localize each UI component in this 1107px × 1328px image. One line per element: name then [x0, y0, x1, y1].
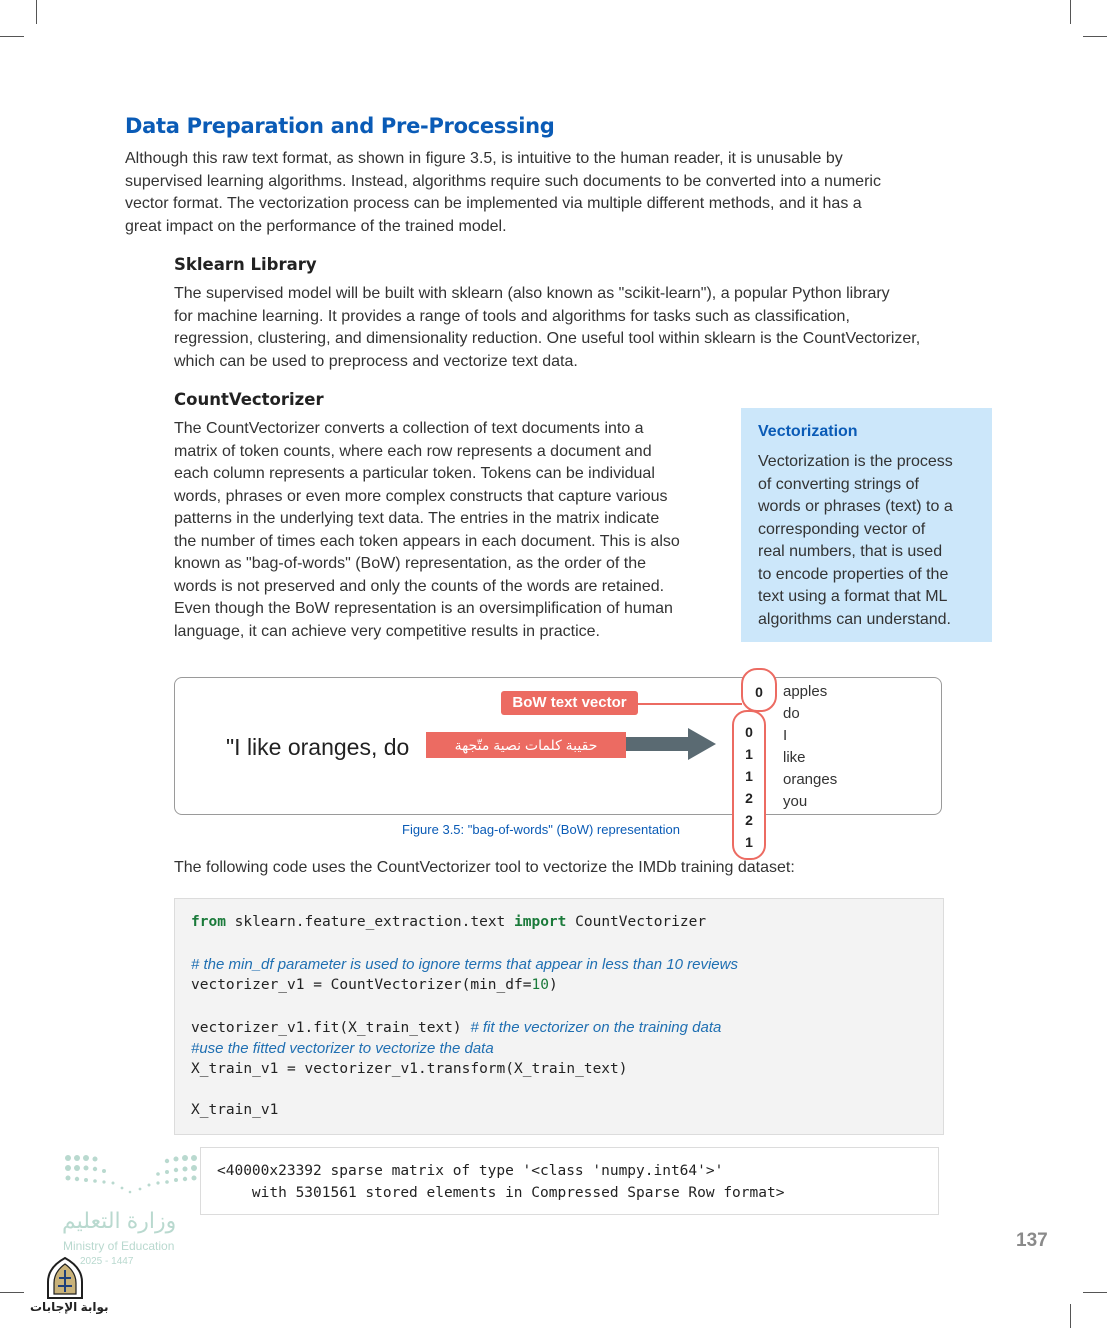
intro-line: vector format. The vectorization process can be implemented via multiple different methods, and it has a — [125, 195, 862, 212]
code-comment: # the min_df parameter is used to ignore terms that appear in less than 10 reviews — [191, 956, 738, 973]
right-arrow-icon — [626, 728, 718, 760]
crop-mark — [0, 1292, 24, 1293]
vector-value: 2 — [745, 790, 753, 806]
answers-portal-text: بوابة الإجابات — [30, 1300, 109, 1314]
code-text: vectorizer_v1.fit(X_train_text) — [191, 1020, 471, 1036]
countvectorizer-line: the number of times each token appears in each document. This is also — [174, 532, 680, 550]
intro-paragraph — [125, 148, 881, 238]
page-number: 137 — [1016, 1230, 1048, 1251]
code-number: 10 — [531, 977, 549, 993]
bow-text-vector-label: BoW text vector — [501, 691, 638, 715]
vector-value: 2 — [745, 812, 753, 828]
ministry-english-name: Ministry of Education — [63, 1239, 175, 1253]
ministry-logo-icon — [64, 1152, 200, 1198]
code-line — [191, 977, 558, 993]
crop-mark — [36, 0, 37, 24]
code-line — [191, 914, 706, 930]
crop-mark — [1070, 0, 1071, 24]
code-comment-line — [191, 956, 738, 973]
countvectorizer-title: CountVectorizer — [174, 390, 324, 409]
sklearn-title: Sklearn Library — [174, 255, 317, 274]
countvectorizer-line: matrix of token counts, where each row represents a document and — [174, 442, 652, 460]
ministry-year: 2025 - 1447 — [80, 1256, 134, 1267]
code-keyword: import — [514, 914, 567, 930]
vocab-word: oranges — [783, 771, 838, 788]
bow-connector-line — [638, 703, 742, 705]
code-comment: # fit the vectorizer on the training data — [470, 1019, 722, 1036]
answers-portal-logo-icon — [44, 1256, 86, 1300]
vector-value: 1 — [745, 746, 753, 762]
arabic-bow-label: حقيبة كلمات نصية متّجهة — [426, 732, 626, 758]
sidebar-title: Vectorization — [758, 423, 858, 440]
vectorization-sidebar — [741, 408, 992, 642]
vector-value: 1 — [745, 768, 753, 784]
countvectorizer-line: The CountVectorizer converts a collection of text documents into a — [174, 420, 644, 437]
sklearn-line: which can be used to preprocess and vectorize text data. — [174, 352, 578, 370]
intro-line: great impact on the performance of the trained model. — [125, 217, 507, 235]
code-text: sklearn.feature_extraction.text — [225, 914, 515, 930]
countvectorizer-paragraph — [174, 418, 680, 643]
sidebar-line: real numbers, that is used — [758, 543, 943, 560]
sklearn-line: for machine learning. It provides a range of tools and algorithms for tasks such as classification, — [174, 307, 850, 325]
crop-mark — [1070, 1304, 1071, 1328]
sidebar-body — [758, 451, 953, 631]
code-text: CountVectorizer — [566, 914, 707, 930]
output-line: with 5301561 stored elements in Compressed Sparse Row format> — [217, 1185, 785, 1201]
vector-value: 1 — [745, 834, 753, 850]
sklearn-paragraph — [174, 283, 920, 373]
code-text: vectorizer_v1 = CountVectorizer(min_df= — [191, 977, 532, 993]
code-text: X_train_v1 — [191, 1102, 279, 1118]
countvectorizer-line: each column represents a particular token. Tokens can be individual — [174, 465, 655, 482]
vocab-word: like — [783, 749, 806, 766]
intro-line: supervised learning algorithms. Instead, algorithms require such documents to be converted into a numeric — [125, 172, 881, 190]
code-line — [191, 1061, 628, 1077]
countvectorizer-line: patterns in the underlying text data. The entries in the matrix indicate — [174, 510, 660, 527]
figure-caption: Figure 3.5: "bag-of-words" (BoW) representation — [402, 822, 681, 837]
countvectorizer-line: language, it can achieve very competitive results in practice. — [174, 622, 600, 640]
vector-value: 0 — [745, 724, 753, 740]
sklearn-line: The supervised model will be built with sklearn (also known as "scikit-learn"), a popular Python library — [174, 285, 890, 302]
vocab-word: I — [783, 727, 788, 744]
output-block — [200, 1147, 939, 1215]
code-intro — [174, 857, 795, 880]
vector-top-capsule — [741, 668, 777, 712]
sidebar-line: words or phrases (text) to a — [758, 498, 953, 515]
code-block — [174, 898, 944, 1135]
countvectorizer-line: words, phrases or even more complex constructs that capture various — [174, 487, 668, 505]
crop-mark — [0, 36, 24, 37]
code-keyword: from — [191, 914, 226, 930]
vector-capsule — [732, 710, 766, 860]
countvectorizer-line: Even though the BoW representation is an oversimplification of human — [174, 600, 673, 617]
crop-mark — [1083, 36, 1107, 37]
countvectorizer-line: words is not preserved and only the counts of the words are retained. — [174, 577, 665, 595]
intro-line: Although this raw text format, as shown in figure 3.5, is intuitive to the human reader, it is unusable by — [125, 150, 843, 167]
code-line — [191, 1102, 278, 1118]
code-line — [191, 1019, 721, 1036]
crop-mark — [1083, 1292, 1107, 1293]
ministry-arabic-name: وزارة التعليم — [62, 1208, 177, 1233]
code-intro-line: The following code uses the CountVectorizer tool to vectorize the IMDb training dataset: — [174, 859, 795, 876]
sklearn-line: regression, clustering, and dimensionality reduction. One useful tool within sklearn is the CountVectorizer, — [174, 330, 921, 347]
sidebar-line: corresponding vector of — [758, 520, 926, 538]
figure-quote-text: "I like oranges, do — [226, 734, 410, 760]
output-line: <40000x23392 sparse matrix of type '<class 'numpy.int64'>' — [217, 1163, 724, 1179]
sidebar-line: of converting strings of — [758, 475, 919, 493]
vocab-word: you — [783, 793, 808, 810]
vector-value: 0 — [755, 684, 763, 700]
sidebar-line: to encode properties of the — [758, 565, 949, 583]
sidebar-line: algorithms can understand. — [758, 610, 951, 628]
sidebar-line: text using a format that ML — [758, 588, 948, 605]
code-text: ) — [548, 977, 558, 993]
code-text: X_train_v1 = vectorizer_v1.transform(X_train_text) — [191, 1061, 628, 1077]
vocab-word: do — [783, 705, 800, 722]
page-heading: Data Preparation and Pre-Processing — [125, 114, 555, 138]
vocab-word: apples — [783, 683, 828, 700]
sidebar-line: Vectorization is the process — [758, 453, 953, 470]
code-comment: #use the fitted vectorizer to vectorize the data — [191, 1040, 494, 1057]
countvectorizer-line: known as "bag-of-words" (BoW) representation, as the order of the — [174, 555, 647, 572]
code-comment-line — [191, 1040, 494, 1057]
